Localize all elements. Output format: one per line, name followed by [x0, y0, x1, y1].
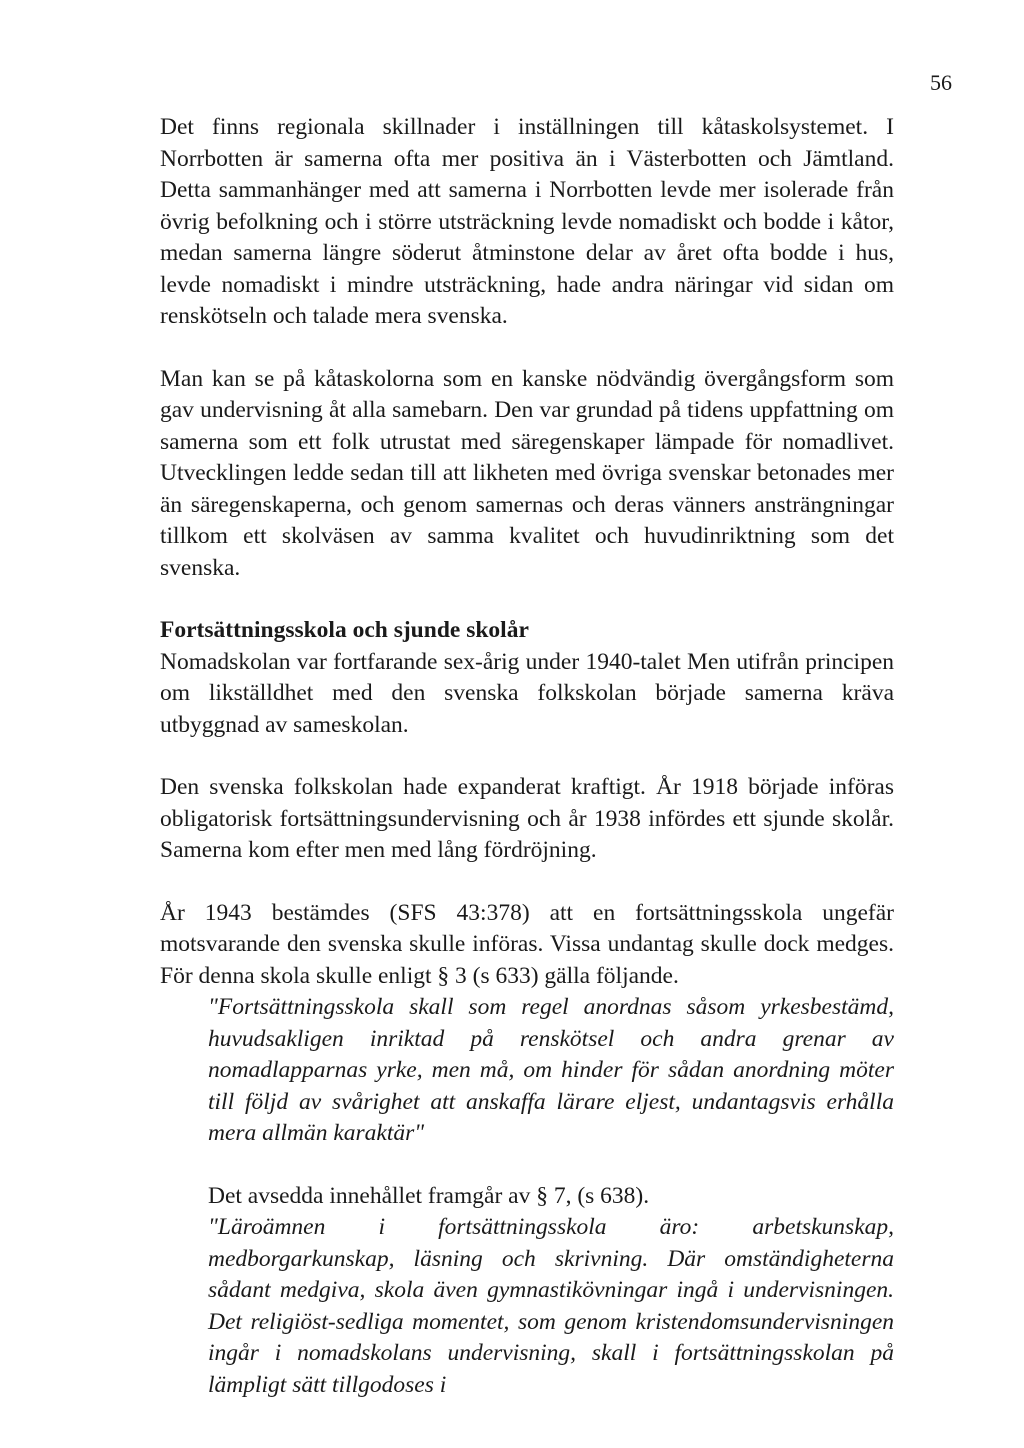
page-number: 56 — [930, 70, 952, 95]
paragraph-1943: År 1943 bestämdes (SFS 43:378) att en fortsättningsskola ungefär motsvarande den svenska skulle införas. Vissa undantag skulle dock medges. För denna skola skulle enligt § 3 (s 633) gälla följande. — [160, 899, 894, 989]
paragraph-nomadskolan: Nomadskolan var fortfarande sex-årig under 1940-talet Men utifrån principen om likställdhet med den svenska folkskolan började samerna kräva utbyggnad av sameskolan. — [160, 648, 894, 738]
quote-paragraph-3: "Fortsättningsskola skall som regel anordnas såsom yrkesbestämd, huvudsakligen inriktad på renskötsel och andra grenar av nomadlapparnas yrke, men må, om hinder för sådan anordning möter till följd av svårighet att anskaffa lärare eljest, undantagsvis erhålla mera allmän karaktär" — [208, 994, 894, 1146]
quote-paragraph-7: "Läroämnen i fortsättningsskola äro: arbetskunskap, medborgarkunskap, läsning och skrivning. Där omständigheterna sådant medgiva, skola även gymnastikövningar ingå i undervisningen. Det religiöst-sedliga momentet, som genom kristendomsundervisningen ingår i nomadskolans undervisning, skall i fortsättningsskolan på lämpligt sätt tillgodoses i — [208, 1214, 894, 1398]
paragraph-kataskolor: Man kan se på kåtaskolorna som en kanske nödvändig övergångsform som gav undervisning åt alla samebarn. Den var grundad på tidens uppfattning om samerna som ett folk utrustat med säregenskaper lämpade för nomadlivet. Utvecklingen ledde sedan till att likheten med övriga svenskar betonades mer än säregenskaperna, och genom samernas och deras vänners ansträngningar tillkom ett skolväsen av samma kvalitet och huvudinriktning som det svenska. — [160, 365, 894, 581]
paragraph-folkskolan: Den svenska folkskolan hade expanderat kraftigt. År 1918 började införas obligatorisk fortsättningsundervisning och år 1938 infördes ett sjunde skolår. Samerna kom efter men med lång fördröjning. — [160, 774, 894, 863]
document-body — [160, 112, 894, 1432]
paragraph-paragraph-7: Det avsedda innehållet framgår av § 7, (s 638). — [208, 1182, 650, 1209]
section-heading: Fortsättningsskola och sjunde skolår — [160, 617, 529, 643]
paragraph-regional-differences: Det finns regionala skillnader i inställningen till kåtaskolsystemet. I Norrbotten är samerna ofta mer positiva än i Västerbotten och Jämtland. Detta sammanhänger med att samerna i Norrbotten levde mer isolerade från övrig befolkning och i större utsträckning levde nomadiskt och bodde i kåtor, medan samerna längre söderut åtminstone delar av året ofta bodde i hus, levde nomadiskt i mindre utsträckning, hade andra näringar vid sidan om renskötseln och talade mera svenska. — [160, 114, 894, 329]
